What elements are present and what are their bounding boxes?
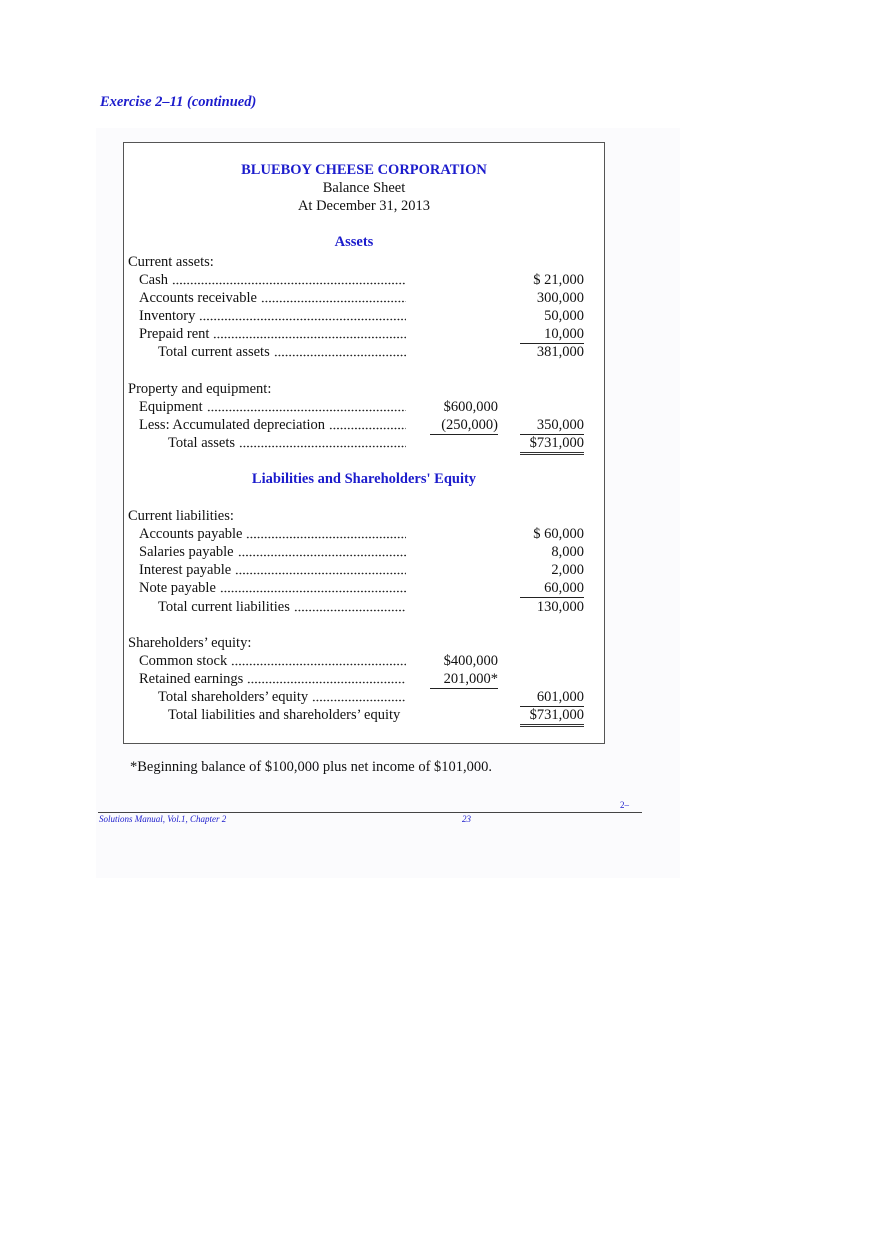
row-label-wrap bbox=[158, 688, 406, 706]
row-label: Property and equipment: bbox=[128, 380, 275, 398]
dot-leader bbox=[213, 336, 406, 339]
dot-leader bbox=[329, 427, 406, 430]
row-label-wrap bbox=[139, 579, 406, 597]
table-row bbox=[0, 598, 880, 616]
row-label-wrap bbox=[139, 543, 406, 561]
row-label-wrap bbox=[139, 525, 406, 543]
total-amount: $ 60,000 bbox=[533, 526, 584, 542]
row-label-wrap bbox=[158, 598, 406, 616]
table-row bbox=[0, 670, 880, 688]
table-row bbox=[0, 579, 880, 597]
dot-leader bbox=[312, 699, 406, 702]
row-label: Accounts payable bbox=[139, 525, 246, 543]
row-label: Less: Accumulated depreciation bbox=[139, 416, 329, 434]
dot-leader bbox=[238, 554, 406, 557]
row-label: Total current liabilities bbox=[158, 598, 294, 616]
row-label-wrap bbox=[128, 634, 255, 652]
table-row bbox=[0, 398, 880, 416]
row-label: Equipment bbox=[139, 398, 207, 416]
table-row bbox=[0, 253, 880, 271]
row-label-wrap bbox=[139, 325, 406, 343]
dot-leader bbox=[294, 609, 406, 612]
total-amount: $ 21,000 bbox=[533, 272, 584, 288]
total-amount: 2,000 bbox=[551, 562, 584, 578]
table-row bbox=[0, 525, 880, 543]
table-row bbox=[0, 561, 880, 579]
table-row bbox=[0, 507, 880, 525]
row-label: Inventory bbox=[139, 307, 199, 325]
table-row bbox=[0, 434, 880, 452]
row-label-wrap bbox=[128, 380, 275, 398]
table-row bbox=[0, 380, 880, 398]
table-row bbox=[0, 307, 880, 325]
row-label: Total liabilities and shareholders’ equity bbox=[168, 706, 404, 724]
row-label-wrap bbox=[139, 561, 406, 579]
dot-leader bbox=[172, 282, 406, 285]
table-row bbox=[0, 706, 880, 724]
table-row bbox=[0, 271, 880, 289]
footer-rule bbox=[98, 812, 642, 813]
table-row bbox=[0, 343, 880, 361]
row-label: Accounts receivable bbox=[139, 289, 261, 307]
total-amount: 60,000 bbox=[520, 579, 584, 598]
row-label: Common stock bbox=[139, 652, 231, 670]
row-label: Retained earnings bbox=[139, 670, 247, 688]
row-label: Prepaid rent bbox=[139, 325, 213, 343]
statement-title: Balance Sheet bbox=[322, 180, 406, 196]
subtotal-amount: $600,000 bbox=[443, 399, 498, 415]
row-label: Current liabilities: bbox=[128, 507, 238, 525]
dot-leader bbox=[220, 590, 406, 593]
chapter-prefix: 2– bbox=[620, 800, 629, 810]
liabilities-equity-heading: Liabilities and Shareholders' Equity bbox=[251, 471, 477, 487]
row-label-wrap bbox=[139, 398, 406, 416]
dot-leader bbox=[261, 300, 406, 303]
total-amount: 50,000 bbox=[544, 308, 584, 324]
table-row bbox=[0, 543, 880, 561]
dot-leader bbox=[239, 445, 406, 448]
assets-heading: Assets bbox=[334, 234, 374, 250]
total-amount: $731,000 bbox=[520, 706, 584, 727]
exercise-title: Exercise 2–11 (continued) bbox=[100, 94, 257, 110]
row-label: Interest payable bbox=[139, 561, 235, 579]
dot-leader bbox=[207, 409, 406, 412]
table-row bbox=[0, 652, 880, 670]
total-amount: 350,000 bbox=[520, 416, 584, 435]
row-label-wrap bbox=[128, 253, 218, 271]
dot-leader bbox=[274, 354, 406, 357]
row-label: Total assets bbox=[168, 434, 239, 452]
footer-page-number: 23 bbox=[462, 814, 471, 824]
total-amount: 300,000 bbox=[536, 290, 584, 306]
subtotal-amount: 201,000* bbox=[430, 670, 498, 689]
total-amount: 130,000 bbox=[536, 599, 584, 615]
row-label-wrap bbox=[168, 706, 404, 724]
dot-leader bbox=[246, 536, 406, 539]
row-label: Total current assets bbox=[158, 343, 274, 361]
total-amount: $731,000 bbox=[520, 434, 584, 455]
statement-date: At December 31, 2013 bbox=[297, 198, 431, 214]
row-label-wrap bbox=[168, 434, 406, 452]
row-label: Current assets: bbox=[128, 253, 218, 271]
dot-leader bbox=[199, 318, 406, 321]
row-label-wrap bbox=[139, 416, 406, 434]
dot-leader bbox=[231, 663, 406, 666]
total-amount: 381,000 bbox=[536, 344, 584, 360]
row-label-wrap bbox=[139, 670, 406, 688]
footer-source: Solutions Manual, Vol.1, Chapter 2 bbox=[99, 814, 227, 824]
row-label-wrap bbox=[139, 289, 406, 307]
total-amount: 601,000 bbox=[520, 688, 584, 707]
dot-leader bbox=[247, 681, 406, 684]
subtotal-amount: (250,000) bbox=[430, 416, 498, 435]
total-amount: 8,000 bbox=[551, 544, 584, 560]
row-label-wrap bbox=[139, 271, 406, 289]
table-row bbox=[0, 325, 880, 343]
row-label-wrap bbox=[128, 507, 238, 525]
row-label: Shareholders’ equity: bbox=[128, 634, 255, 652]
row-label-wrap bbox=[139, 307, 406, 325]
row-label: Total shareholders’ equity bbox=[158, 688, 312, 706]
footnote: *Beginning balance of $100,000 plus net income of $101,000. bbox=[130, 759, 493, 775]
subtotal-amount: $400,000 bbox=[443, 653, 498, 669]
row-label-wrap bbox=[158, 343, 406, 361]
dot-leader bbox=[235, 572, 406, 575]
row-label: Note payable bbox=[139, 579, 220, 597]
row-label-wrap bbox=[139, 652, 406, 670]
row-label: Cash bbox=[139, 271, 172, 289]
table-row bbox=[0, 634, 880, 652]
table-row bbox=[0, 416, 880, 434]
total-amount: 10,000 bbox=[520, 325, 584, 344]
company-name: BLUEBOY CHEESE CORPORATION bbox=[241, 162, 487, 178]
row-label: Salaries payable bbox=[139, 543, 238, 561]
table-row bbox=[0, 688, 880, 706]
table-row bbox=[0, 289, 880, 307]
